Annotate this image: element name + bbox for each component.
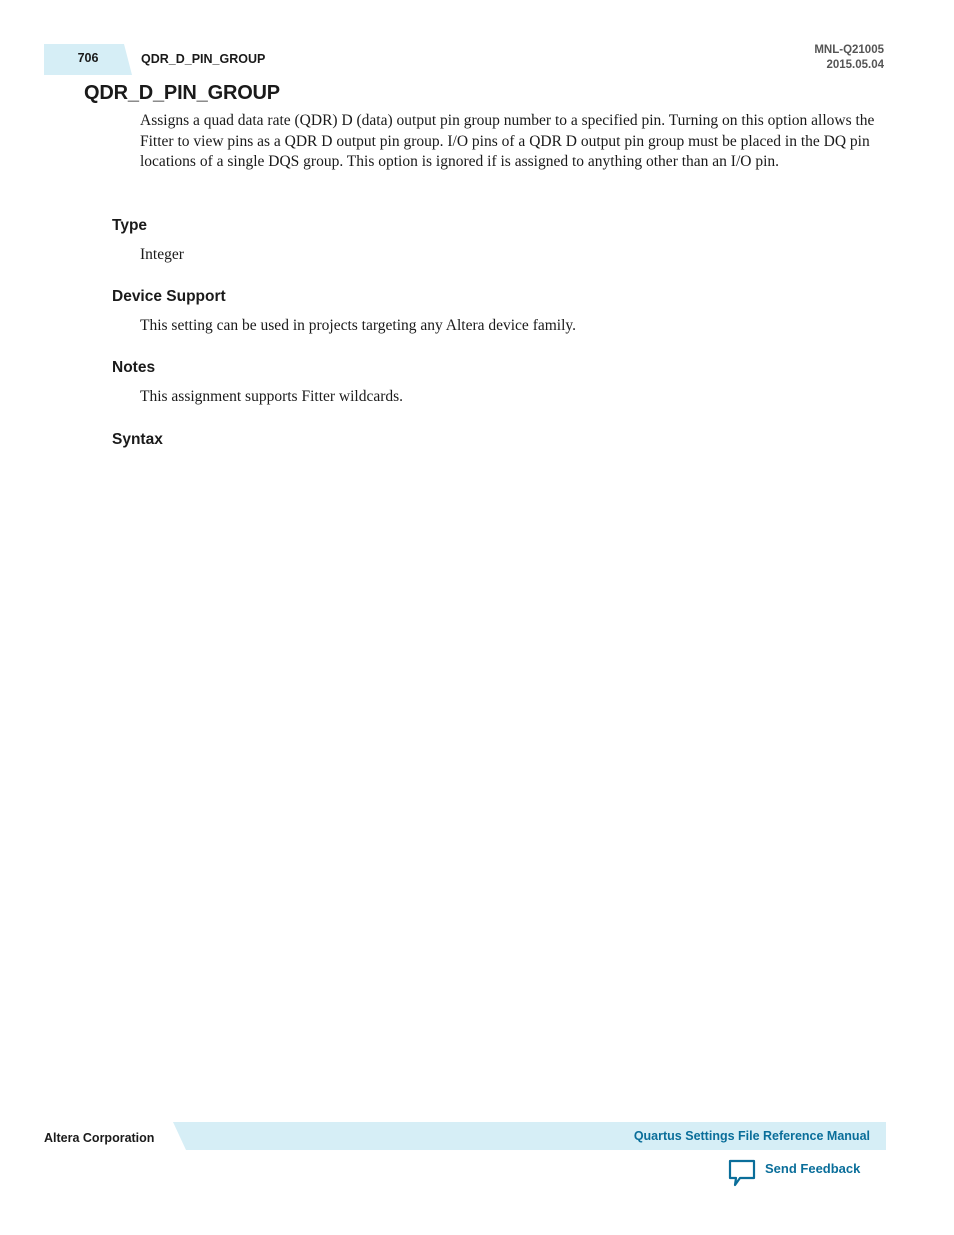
send-feedback-link[interactable]: [727, 1158, 860, 1188]
page-number: 706: [77, 51, 99, 65]
syntax-heading: Syntax: [112, 431, 163, 448]
section-description: Assigns a quad data rate (QDR) D (data) output pin group number to a specified pin. Turning on this option allows the Fitter to view pins as a QDR D output pin group. I/O pins of a QDR D output pin group must be placed in the DQ pin locations of a single DQS group. This option is ignored if is assigned to anything other than an I/O pin.: [140, 112, 875, 171]
document-id: [814, 43, 884, 73]
notes-text: This assignment supports Fitter wildcards.: [140, 388, 404, 405]
type-value: Integer: [140, 246, 184, 263]
document-date: 2015.05.04: [826, 59, 884, 71]
document-number: MNL-Q21005: [814, 44, 884, 56]
running-title: QDR_D_PIN_GROUP: [141, 52, 266, 66]
notes-heading: Notes: [112, 359, 156, 376]
send-feedback-label: Send Feedback: [765, 1161, 861, 1176]
speech-bubble-icon: [727, 1158, 757, 1188]
manual-title-link[interactable]: Quartus Settings File Reference Manual: [633, 1129, 870, 1143]
device-support-heading: Device Support: [112, 288, 226, 305]
type-heading: Type: [112, 217, 148, 234]
device-support-text: This setting can be used in projects targeting any Altera device family.: [140, 317, 577, 334]
company-name: Altera Corporation: [44, 1131, 155, 1145]
section-title: QDR_D_PIN_GROUP: [84, 82, 280, 104]
